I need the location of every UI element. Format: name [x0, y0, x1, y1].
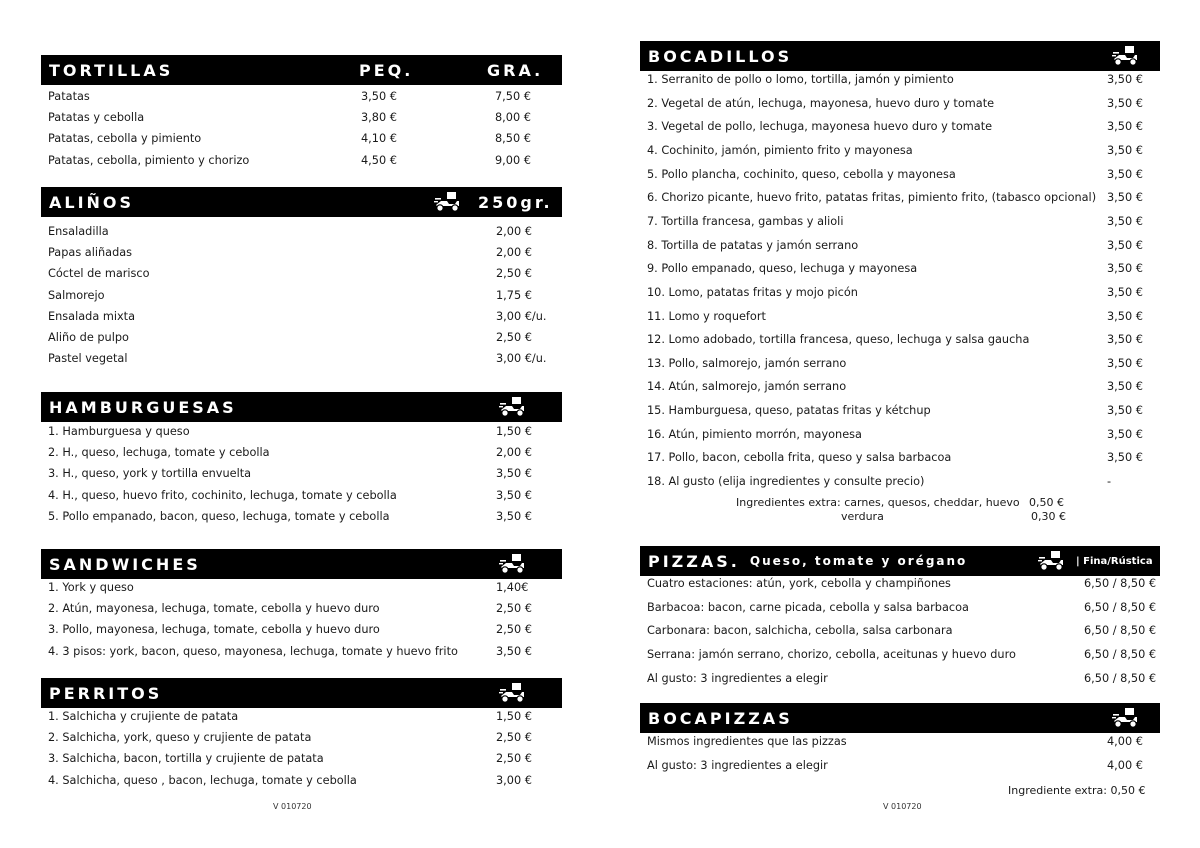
item-price: 3,50 €: [1107, 73, 1143, 86]
menu-item: [41, 709, 562, 725]
item-price: -: [1107, 475, 1112, 489]
item-price: 2,50 €: [496, 267, 532, 281]
menu-item: [640, 167, 1160, 183]
section-header: [41, 549, 562, 579]
item-price: 1,50 €: [496, 425, 532, 438]
menu-item: [41, 131, 562, 147]
menu-item: [41, 224, 562, 240]
item-price: 3,50 €: [496, 467, 532, 481]
version-footer: V 010720: [883, 802, 922, 811]
item-name: 4. H., queso, huevo frito, cochinito, lechuga, tomate y cebolla: [48, 488, 397, 502]
menu-item: [640, 143, 1160, 159]
section-title: PIZZAS.: [648, 551, 740, 571]
item-name: Papas aliñadas: [48, 246, 133, 260]
item-name: Carbonara: bacon, salchicha, cebolla, salsa carbonara: [647, 624, 953, 638]
extra-ingredients-price: 0,50 €: [1029, 496, 1064, 509]
menu-item: [640, 403, 1160, 419]
item-name: 12. Lomo adobado, tortilla francesa, queso, lechuga y salsa gaucha: [647, 333, 1030, 347]
menu-item: [41, 245, 562, 261]
item-name: 7. Tortilla francesa, gambas y alioli: [647, 214, 844, 228]
item-price: 6,50 / 8,50 €: [1084, 577, 1157, 590]
column-header-small: PEQ.: [359, 60, 414, 80]
item-price: 4,00 €: [1107, 758, 1143, 772]
item-price: 3,00 €: [496, 773, 532, 787]
item-name: 2. H., queso, lechuga, tomate y cebolla: [48, 446, 270, 460]
menu-item: [640, 309, 1160, 325]
item-name: Ensalada mixta: [48, 309, 136, 323]
menu-item: [640, 72, 1160, 88]
item-name: 15. Hamburguesa, queso, patatas fritas y kétchup: [647, 404, 931, 418]
item-price: 3,50 €: [1107, 191, 1143, 205]
menu-item: [41, 644, 562, 660]
item-name: Cóctel de marisco: [48, 267, 150, 281]
item-price: 3,50 €: [1107, 262, 1143, 276]
item-name: 1. Salchicha y crujiente de patata: [48, 710, 239, 723]
menu-item: [41, 466, 562, 482]
item-price: 3,50 €: [1107, 427, 1143, 441]
menu-item: [640, 119, 1160, 135]
item-name: Patatas, cebolla y pimiento: [48, 132, 202, 146]
item-price: 3,50 €: [496, 644, 532, 658]
item-name: 3. Pollo, mayonesa, lechuga, tomate, cebolla y huevo duro: [48, 623, 380, 637]
menu-item: [41, 730, 562, 746]
delivery-scooter-icon: [498, 553, 526, 575]
item-price: 6,50 / 8,50 €: [1084, 624, 1157, 638]
delivery-scooter-icon: [498, 396, 526, 418]
item-name: Serrana: jamón serrano, chorizo, cebolla, aceitunas y huevo duro: [647, 647, 1016, 661]
menu-item: [640, 600, 1160, 616]
extra-vegetables-price: 0,30 €: [1031, 510, 1066, 523]
menu-item: [640, 474, 1160, 490]
item-name: Al gusto: 3 ingredientes a elegir: [647, 671, 828, 685]
section-header: [640, 703, 1160, 733]
item-name: Al gusto: 3 ingredientes a elegir: [647, 758, 828, 772]
item-name: 1. Serranito de pollo o lomo, tortilla, jamón y pimiento: [647, 73, 954, 86]
item-price: 6,50 / 8,50 €: [1084, 600, 1157, 614]
item-name: Patatas y cebolla: [48, 111, 145, 125]
menu-item: [41, 509, 562, 525]
item-name: 2. Salchicha, york, queso y crujiente de patata: [48, 731, 312, 745]
item-price: 6,50 / 8,50 €: [1084, 671, 1157, 685]
item-price: 3,00 €/u.: [496, 352, 547, 366]
item-price: 2,50 €: [496, 731, 532, 745]
menu-item: [640, 285, 1160, 301]
item-price: 3,50 €: [1107, 143, 1143, 157]
menu-item: [640, 647, 1160, 663]
section-header: [640, 41, 1160, 71]
item-name: 1. Hamburguesa y queso: [48, 425, 190, 438]
item-name: Patatas: [48, 90, 90, 103]
item-price-small: 3,50 €: [361, 90, 397, 103]
item-price-small: 4,10 €: [361, 132, 397, 146]
item-price: 3,50 €: [1107, 285, 1143, 299]
menu-item: [640, 356, 1160, 372]
menu-item: [41, 351, 562, 367]
item-name: Barbacoa: bacon, carne picada, cebolla y salsa barbacoa: [647, 600, 969, 614]
item-price: 3,50 €: [1107, 451, 1143, 465]
item-price: 1,75 €: [496, 288, 532, 302]
menu-item: [640, 379, 1160, 395]
item-price: 3,50 €: [1107, 120, 1143, 134]
item-price: 3,50 €: [1107, 96, 1143, 110]
menu-item: [640, 261, 1160, 277]
delivery-scooter-icon: [433, 191, 461, 213]
item-name: 9. Pollo empanado, queso, lechuga y mayonesa: [647, 262, 918, 276]
item-name: Ensaladilla: [48, 225, 109, 238]
menu-item: [41, 622, 562, 638]
item-name: 4. Salchicha, queso , bacon, lechuga, tomate y cebolla: [48, 773, 357, 787]
item-price: 3,50 €: [1107, 333, 1143, 347]
item-price: 3,50 €: [1107, 238, 1143, 252]
section-title: HAMBURGUESAS: [49, 397, 237, 417]
section-subtitle: Queso, tomate y orégano: [749, 554, 968, 568]
item-price-large: 9,00 €: [495, 153, 531, 167]
item-price-small: 4,50 €: [361, 153, 397, 167]
menu-item: [640, 576, 1160, 592]
item-price: 2,50 €: [496, 752, 532, 766]
menu-item: [41, 445, 562, 461]
menu-item: [41, 751, 562, 767]
delivery-scooter-icon: [1111, 707, 1139, 729]
item-name: Cuatro estaciones: atún, york, cebolla y champiñones: [647, 577, 951, 590]
item-name: Pastel vegetal: [48, 352, 128, 366]
item-price: 3,50 €: [1107, 167, 1143, 181]
item-name: 4. Cochinito, jamón, pimiento frito y mayonesa: [647, 143, 913, 157]
section-header: [41, 392, 562, 422]
item-name: Mismos ingredientes que las pizzas: [647, 735, 847, 748]
item-price-small: 3,80 €: [361, 111, 397, 125]
menu-item: [640, 332, 1160, 348]
item-price: 4,00 €: [1107, 735, 1143, 748]
pizza-variants: | Fina/Rústica: [1076, 556, 1153, 567]
delivery-scooter-icon: [1037, 550, 1065, 572]
menu-item: [41, 488, 562, 504]
item-price: 3,50 €: [1107, 214, 1143, 228]
portion-weight: 250gr.: [478, 192, 553, 212]
menu-item: [41, 309, 562, 325]
menu-item: [41, 153, 562, 169]
item-name: 6. Chorizo picante, huevo frito, patatas fritas, pimiento frito, (tabasco opcional): [647, 191, 1097, 205]
section-title: SANDWICHES: [49, 554, 201, 574]
item-name: 10. Lomo, patatas fritas y mojo picón: [647, 285, 858, 299]
section-title: TORTILLAS: [49, 60, 174, 80]
item-name: 2. Atún, mayonesa, lechuga, tomate, cebolla y huevo duro: [48, 602, 380, 616]
menu-item: [640, 623, 1160, 639]
menu-item: [41, 110, 562, 126]
item-name: 3. Vegetal de pollo, lechuga, mayonesa huevo duro y tomate: [647, 120, 993, 134]
item-price-large: 8,00 €: [495, 111, 531, 125]
item-name: 5. Pollo plancha, cochinito, queso, cebolla y mayonesa: [647, 167, 956, 181]
item-name: 3. H., queso, york y tortilla envuelta: [48, 467, 252, 481]
item-price: 3,50 €: [1107, 380, 1143, 394]
item-price: 1,50 €: [496, 710, 532, 723]
item-price: 2,50 €: [496, 602, 532, 616]
item-price: 3,00 €/u.: [496, 309, 547, 323]
item-name: 5. Pollo empanado, bacon, queso, lechuga, tomate y cebolla: [48, 509, 390, 523]
item-price-large: 7,50 €: [495, 90, 531, 103]
section-title: BOCADILLOS: [648, 46, 793, 66]
item-name: 1. York y queso: [48, 581, 134, 594]
item-name: Salmorejo: [48, 288, 105, 302]
item-name: 8. Tortilla de patatas y jamón serrano: [647, 238, 859, 252]
section-title: BOCAPIZZAS: [648, 708, 793, 728]
item-price: 3,50 €: [1107, 309, 1143, 323]
delivery-scooter-icon: [498, 682, 526, 704]
extra-ingredients-label: Ingredientes extra: carnes, quesos, cheddar, huevo: [736, 496, 1020, 509]
item-price: 6,50 / 8,50 €: [1084, 647, 1157, 661]
menu-item: [41, 601, 562, 617]
menu-item: [640, 214, 1160, 230]
menu-item: [640, 190, 1160, 206]
item-name: 18. Al gusto (elija ingredientes y consulte precio): [647, 475, 925, 489]
item-name: 3. Salchicha, bacon, tortilla y crujiente de patata: [48, 752, 324, 766]
item-name: Patatas, cebolla, pimiento y chorizo: [48, 153, 250, 167]
menu-item: [640, 734, 1160, 750]
section-header: [640, 546, 1160, 576]
item-name: Aliño de pulpo: [48, 331, 129, 344]
item-price: 3,50 €: [1107, 356, 1143, 370]
menu-item: [41, 89, 562, 105]
section-header: [41, 55, 562, 85]
extra-vegetables-label: verdura: [841, 510, 884, 523]
menu-item: [640, 427, 1160, 443]
item-price: 2,00 €: [496, 225, 532, 238]
menu-item: [640, 450, 1160, 466]
menu-item: [640, 758, 1160, 774]
menu-item: [41, 424, 562, 440]
item-price: 2,50 €: [496, 331, 532, 344]
item-name: 4. 3 pisos: york, bacon, queso, mayonesa, lechuga, tomate y huevo frito: [48, 644, 458, 658]
item-price: 2,00 €: [496, 246, 532, 260]
section-header: [41, 678, 562, 708]
item-name: 14. Atún, salmorejo, jamón serrano: [647, 380, 847, 394]
section-title: ALIÑOS: [49, 192, 135, 212]
menu-item: [41, 773, 562, 789]
delivery-scooter-icon: [1111, 45, 1139, 67]
menu-item: [640, 671, 1160, 687]
item-name: 13. Pollo, salmorejo, jamón serrano: [647, 356, 847, 370]
item-name: 16. Atún, pimiento morrón, mayonesa: [647, 427, 862, 441]
item-name: 11. Lomo y roquefort: [647, 309, 766, 323]
item-price: 3,50 €: [1107, 404, 1143, 418]
item-name: 17. Pollo, bacon, cebolla frita, queso y salsa barbacoa: [647, 451, 952, 465]
column-header-large: GRA.: [487, 60, 544, 80]
item-name: 2. Vegetal de atún, lechuga, mayonesa, huevo duro y tomate: [647, 96, 995, 110]
item-price: 2,50 €: [496, 623, 532, 637]
menu-item: [41, 330, 562, 346]
menu-item: [41, 580, 562, 596]
item-price: 1,40€: [496, 581, 529, 594]
version-footer: V 010720: [273, 802, 312, 811]
menu-item: [640, 238, 1160, 254]
item-price-large: 8,50 €: [495, 132, 531, 146]
section-title: PERRITOS: [49, 683, 163, 703]
item-price: 3,50 €: [496, 488, 532, 502]
menu-item: [41, 266, 562, 282]
menu-item: [640, 96, 1160, 112]
section-header: [41, 187, 562, 217]
menu-item: [41, 288, 562, 304]
item-price: 3,50 €: [496, 509, 532, 523]
extra-ingredient-note: Ingrediente extra: 0,50 €: [1008, 784, 1146, 797]
item-price: 2,00 €: [496, 446, 532, 460]
